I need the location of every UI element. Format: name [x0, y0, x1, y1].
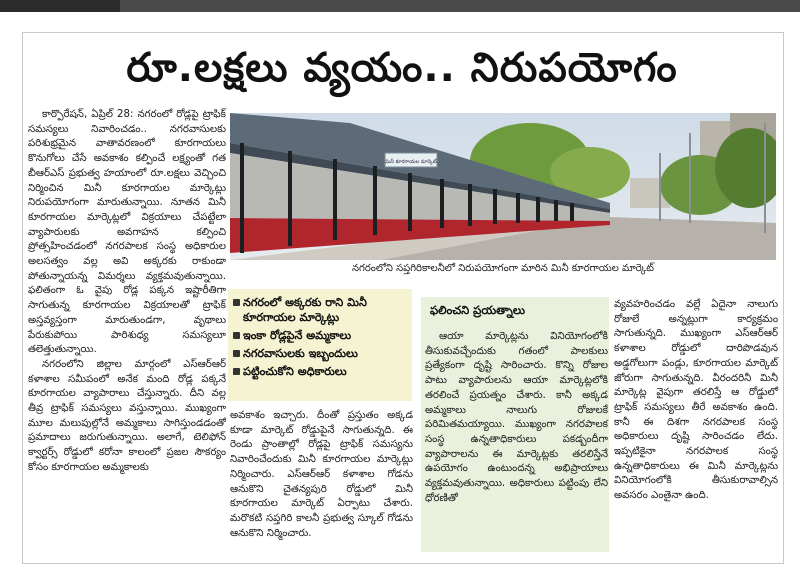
article-column-3 — [425, 330, 608, 506]
market-photo — [230, 113, 776, 260]
market-sign-text: మినీ కూరగాయల మార్కెట్ — [385, 159, 437, 165]
article-column-1 — [28, 108, 226, 476]
highlight-item — [228, 295, 412, 325]
subheading: ఫలించని ప్రయత్నాలు — [430, 303, 526, 317]
top-bar — [0, 0, 800, 12]
highlight-text: నగరంలో అక్కరకు రాని మినీ కూరగాయల మార్కెట్లు — [243, 296, 367, 324]
article-column-2 — [230, 409, 413, 541]
top-bar-strip — [0, 0, 120, 12]
highlight-text: నగరవాసులకు ఇబ్బందులు — [243, 347, 358, 360]
bullet-icon — [233, 368, 240, 375]
headline: రూ.లక్షలు వ్యయం.. నిరుపయోగం — [126, 45, 678, 91]
highlight-text: పట్టించుకోని అధికారులు — [243, 365, 347, 378]
bullet-icon — [233, 299, 240, 306]
paragraph: కార్పొరేషన్, ఏప్రిల్ 28: నగరంలో రోడ్లపై ట్రాఫిక్ సమస్యలు నివారించడం.. నగరవాసులకు పరిశుభ్రమైన వాతావరణంలో కూరగాయలు కొనుగోలు చేసే అవకాశం కల్పించే లక్ష్యంతో గత బీఆర్ఎస్ ప్రభుత్వ హయాంలో రూ.లక్షలు వెచ్చించి నిర్మించిన మినీ కూరగాయల మార్కెట్లు నిరుపయోగంగా మారుతున్నాయి. నూతన మినీ కూరగాయల మార్కెట్లలో విక్రయాలు చేపట్టేలా వ్యాపారులకు అవగాహన కల్పించి ప్రోత్సహించడంలో నగరపాలక సంస్థ అధికారుల అలసత్వం వల్ల అవి అక్కరకు రాకుండా పోతున్నాయన్న విమర్శలు వ్యక్తమవుతున్నాయి. ఫలితంగా ఓ వైపు రోడ్ల పక్కన ఇష్టారీతిగా సాగుతున్న కూరగాయల విక్రయాలతో ట్రాఫిక్ అస్తవ్యస్తంగా మారుతుండగా, వృథాలు పేరుకుపోయి పారిశుధ్య సమస్యలూ తలెత్తుతున్నాయి. — [28, 109, 226, 356]
market-photo-image — [230, 113, 776, 260]
bullet-icon — [233, 350, 240, 357]
paragraph: ఆయా మార్కెట్లను వినియోగంలోకి తీసుకువచ్చేందుకు గతంలో పాలకులు ప్రత్యేకంగా దృష్టి సారించారు. కొన్ని రోజుల పాటు వ్యాపారులను ఆయా మార్కెట్లలోకి తరలించే ప్రయత్నం చేశారు. కానీ అక్కడ అమ్మకాలు నాలుగు రోజులకే పరిమితమయ్యాయి. ముఖ్యంగా నగరపాలక సంస్థ ఉన్నతాధికారులు పకడ్బందీగా వ్యాపారాలను ఈ మార్కెట్లకు తరలిస్తేనే ఉపయోగం ఉంటుందన్న అభిప్రాయాలు వ్యక్తమవుతున్నాయి. అధికారులు పట్టింపు లేని ధోరణితో — [425, 331, 608, 504]
article-column-4 — [614, 298, 778, 504]
paragraph: నగరంలోని జిల్లాల మార్గంలో ఎస్ఆర్ఆర్ కళాశాల సమీపంలో అనేక మంది రోడ్ల పక్కనే కూరగాయల వ్యాపారాలు చేస్తున్నారు. దీని వల్ల తీవ్ర ట్రాఫిక్ సమస్యలు వస్తున్నాయి. ముఖ్యంగా మూల మలుపుల్లోనే అమ్మకాలు సాగిస్తుండడంతో ప్రమాదాలు జరుగుతున్నాయి. అలాగే, టెలిఫోన్ క్వార్టర్స్ రోడ్డులో కరోనా కాలంలో ప్రజల సౌకర్యం కోసం కూరగాయల అమ్మకాలకు — [28, 358, 226, 473]
highlights-list — [228, 295, 412, 379]
highlight-text: ఇంకా రోడ్లపైనే అమ్మకాలు — [243, 329, 352, 342]
highlight-item — [228, 346, 412, 361]
photo-caption: నగరంలోని సప్తగిరికాలనీలో నిరుపయోగంగా మారిన మినీ కూరగాయల మార్కెట్ — [351, 263, 654, 274]
highlight-item — [228, 364, 412, 379]
bullet-icon — [233, 332, 240, 339]
highlight-item — [228, 328, 412, 343]
highlights-box — [228, 289, 412, 401]
paragraph: వ్యవహరించడం వల్లే ఏదైనా నాలుగు రోజులే అన్నట్లుగా కార్యక్రమం సాగుతున్నది. ముఖ్యంగా ఎస్ఆర్ఆర్ కళాశాల రోడ్డులో దారిపొడవున అడ్డగోలుగా పండ్లు, కూరగాయల మార్కెట్ జోరుగా సాగుతున్నది. వీరందరినీ మినీ మార్కెట్ల వైపుగా తరలిస్తే ఆ రోడ్డులో ట్రాఫిక్ సమస్యలు తీరే అవకాశం ఉంది. కానీ ఈ దిశగా నగరపాలక సంస్థ అధికారులు దృష్టి సారించడం లేదు. ఇప్పటికైనా నగరపాలక సంస్థ ఉన్నతాధికారులు ఈ మినీ మార్కెట్లను వినియోగంలోకి తీసుకురావాల్సిన అవసరం ఎంతైనా ఉంది. — [614, 299, 778, 502]
paragraph: అవకాశం ఇచ్చారు. దీంతో ప్రస్తుతం అక్కడ కూడా మార్కెట్ రోడ్డుపైనే సాగుతున్నది. ఈ రెండు ప్రాంతాల్లో రోడ్లపై ట్రాఫిక్ సమస్యను నివారించేందుకు మినీ కూరగాయల మార్కెట్లు నిర్మించారు. ఎస్ఆర్ఆర్ కళాశాల గోడను ఆనుకొని చైతన్యపురి రోడ్డులో మినీ కూరగాయల మార్కెట్ ఏర్పాటు చేశారు. మరొకటి సప్తగిరి కాలనీ ప్రభుత్వ స్కూల్ గోడను ఆనుకొని నిర్మించారు. — [230, 410, 413, 539]
